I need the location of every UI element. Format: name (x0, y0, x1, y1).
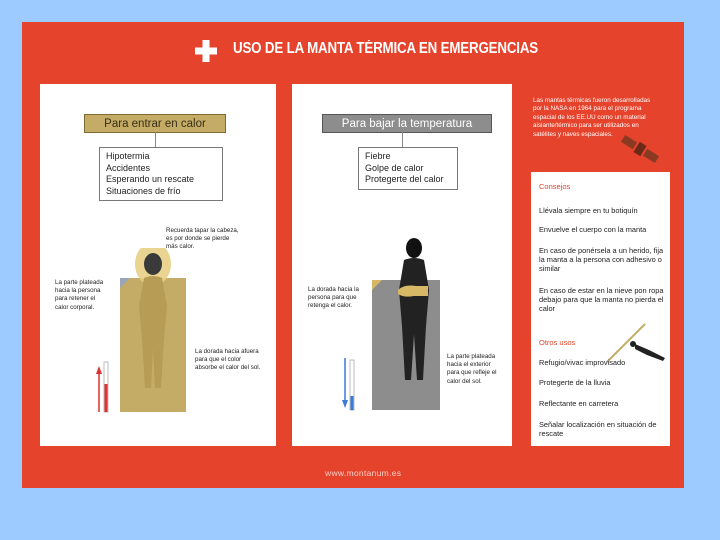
person-wrapped-icon (120, 248, 186, 398)
connector-line (402, 132, 403, 147)
cool-down-list (358, 147, 458, 190)
gold-arm-wrap-icon (396, 282, 430, 300)
list-item: Protegerte del calor (365, 174, 444, 184)
list-item: Esperando un rescate (106, 174, 195, 184)
note-line: La dorada hacia afuera (195, 348, 259, 355)
note-line: para que el color (195, 356, 242, 364)
tip-item: Envuelve el cuerpo con la manta (539, 225, 647, 234)
use-item: Reflectante en carretera (539, 399, 619, 408)
blanket-corner-icon (372, 280, 382, 290)
note-line: absorbe el calor del sol. (195, 364, 261, 372)
note-line: para que refleje el (447, 369, 497, 377)
use-item: Refugio/vivac improvisado (539, 358, 626, 367)
footer-url[interactable]: www.montanum.es (325, 468, 402, 478)
note-line: calor del sol. (447, 377, 482, 385)
temperature-up-icon (96, 358, 110, 414)
use-item: Señalar localización en situación de rescate (539, 420, 657, 439)
tip-item: En caso de estar en la nieve pon ropa debajo para que la manta no pierda el calor (539, 286, 664, 314)
silver-inside-note (55, 279, 103, 312)
cross-icon (195, 40, 217, 62)
note-line: La parte plateada (447, 353, 496, 360)
note-line: Recuerda tapar la cabeza, (166, 227, 239, 234)
poster-title: USO DE LA MANTA TÉRMICA EN EMERGENCIAS (233, 40, 539, 57)
person-silhouette-icon (388, 234, 438, 382)
list-item: Golpe de calor (365, 162, 424, 173)
note-line: para retener el (55, 295, 96, 303)
tips-card (531, 172, 670, 446)
note-line: persona para que (308, 294, 357, 302)
temperature-down-icon (342, 356, 356, 412)
note-line: retenga el calor. (308, 302, 353, 310)
tip-item: En caso de ponérsela a un herido, fija la manta a la persona con adhesivo o similar (539, 246, 664, 274)
intro-text (533, 97, 673, 139)
cool-down-heading: Para bajar la temperatura (322, 114, 492, 133)
intro-line: por la NASA en 1964 para el programa (533, 105, 642, 113)
intro-line: aislante/térmico para ser utilizados en (533, 122, 639, 130)
note-line: es por donde se pierde (166, 235, 230, 243)
note-line: La parte plateada (55, 279, 104, 286)
use-item: Protegerte de la lluvia (539, 378, 611, 387)
tip-item: Llévala siempre en tu botiquín (539, 206, 638, 215)
note-line: calor corporal. (55, 303, 95, 311)
list-item: Accidentes (106, 162, 151, 173)
tips-heading: Consejos (539, 182, 571, 191)
intro-line: Las mantas térmicas fueron desarrolladas (533, 97, 651, 104)
warm-up-list (99, 147, 223, 201)
silver-outside-note (447, 353, 497, 386)
intro-line: espacial de los EE.UU como un material (533, 113, 646, 121)
connector-line (155, 132, 156, 147)
gold-inside-note (308, 286, 359, 311)
note-line: La dorada hacia la (308, 286, 359, 293)
other-uses-heading: Otros usos (539, 338, 576, 347)
intro-line: satélites y naves espaciales. (533, 130, 613, 138)
gold-outside-note (195, 348, 260, 373)
cool-down-card (292, 84, 512, 446)
list-item: Fiebre (365, 151, 391, 161)
note-line: hacia el exterior (447, 361, 491, 369)
note-line: más calor. (166, 243, 195, 251)
note-line: hacia la persona (55, 287, 101, 295)
list-item: Situaciones de frío (106, 185, 181, 196)
warm-up-heading: Para entrar en calor (84, 114, 226, 133)
warm-up-card (40, 84, 276, 446)
satellite-icon (618, 134, 662, 164)
list-item: Hipotermia (106, 151, 150, 161)
